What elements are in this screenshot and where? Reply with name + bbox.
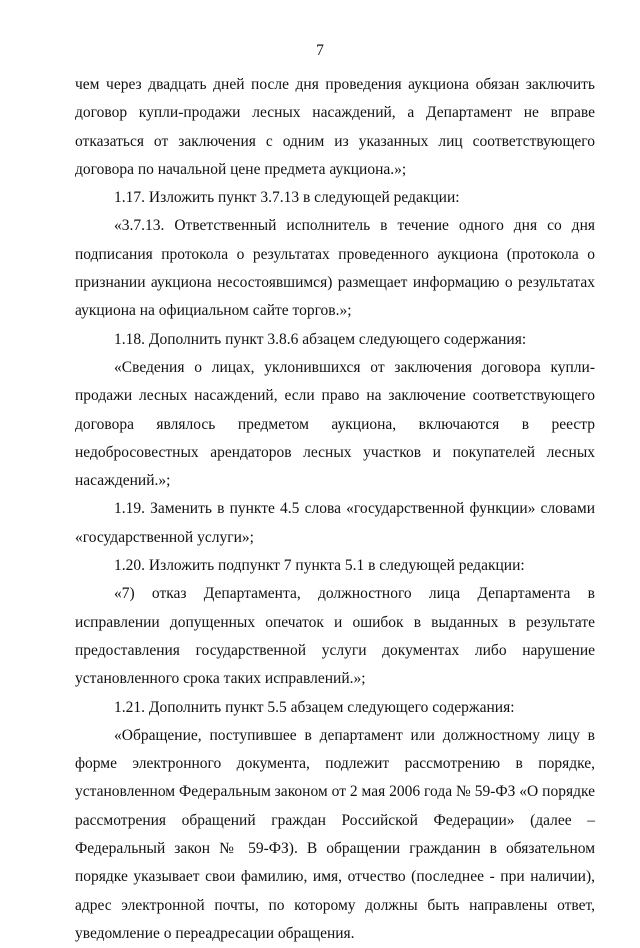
paragraph-continuation: чем через двадцать дней после дня проведения аукциона обязан заключить договор купли-продажи лесных насаждений, а Департамент не вправе отказаться от заключения с одним из указанных лиц соответствующего договора по начальной цене предмета аукциона.»; — [75, 76, 595, 178]
paragraph-quote-5-1-7: «7) отказ Департамента, должностного лица Департамента в исправлении допущенных опечаток и ошибок в выданных в результате предоставления государственной услуги документах либо нарушение установленного срока таких исправлений.»; — [75, 585, 595, 688]
paragraph-item-1-17: 1.17. Изложить пункт 3.7.13 в следующей редакции: — [114, 189, 460, 207]
paragraph-quote-5-5: «Обращение, поступившее в департамент или должностному лицу в форме электронного документа, подлежит рассмотрению в порядке, установленном Федеральным законом от 2 мая 2006 года № 59-ФЗ «О порядке рассмотрения обращений граждан Российской Федерации» (далее – Федеральный закон № 59-ФЗ). В обращении гражданин в обязательном порядке указывает свои фамилию, имя, отчество (последнее - при наличии), адрес электронной почты, по которому должны быть направлены ответ, уведомление о переадресации обращения. — [75, 726, 595, 942]
paragraph-item-1-20: 1.20. Изложить подпункт 7 пункта 5.1 в следующей редакции: — [114, 557, 525, 575]
paragraph-item-1-21: 1.21. Дополнить пункт 5.5 абзацем следующего содержания: — [114, 698, 515, 716]
paragraph-item-1-19: 1.19. Заменить в пункте 4.5 слова «государственной функции» словами «государственной услуги»; — [75, 500, 595, 546]
document-body — [75, 71, 595, 948]
page-number: 7 — [316, 42, 324, 59]
paragraph-quote-3-7-13: «3.7.13. Ответственный исполнитель в течение одного дня со дня подписания протокола о результатах проведенного аукциона (протокола о признании аукциона несостоявшимся) размещает информацию о результатах аукциона на официальном сайте торгов.»; — [75, 217, 595, 320]
paragraph-quote-3-8-6: «Сведения о лицах, уклонившихся от заключения договора купли-продажи лесных насаждений, если право на заключение соответствующего договора являлось предметом аукциона, включаются в реестр недобросовестных арендаторов лесных участков и покупателей лесных насаждений.»; — [75, 358, 595, 490]
paragraph-item-1-18: 1.18. Дополнить пункт 3.8.6 абзацем следующего содержания: — [114, 330, 527, 348]
